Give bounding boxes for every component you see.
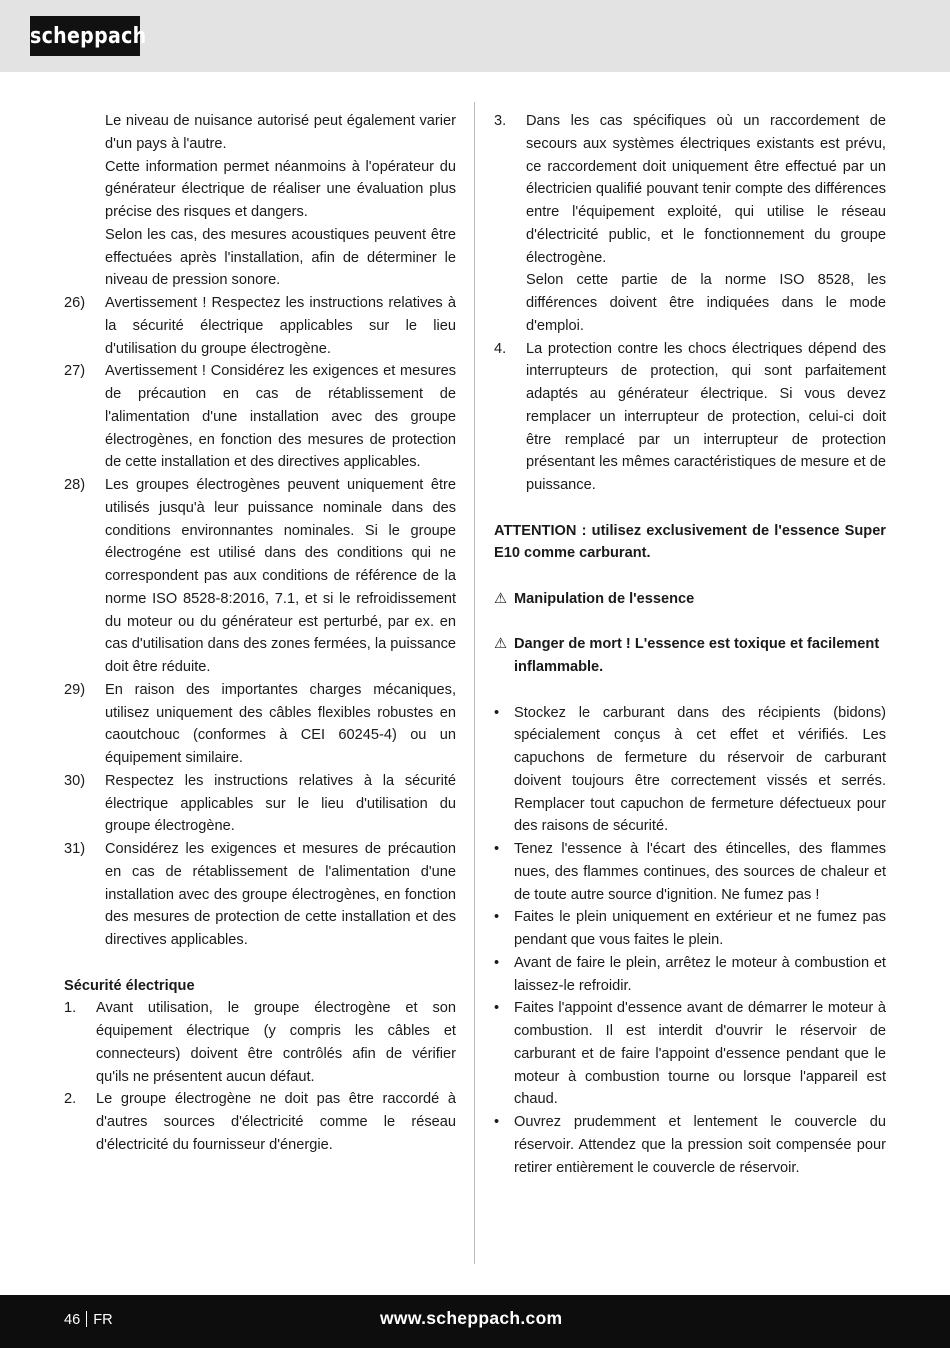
item-number: 26) bbox=[64, 295, 86, 311]
list-item bbox=[64, 838, 456, 952]
bullet-text: Avant de faire le plein, arrêtez le moteur à combustion et laissez-le refroidir. bbox=[514, 954, 886, 994]
handling-heading bbox=[494, 588, 886, 611]
item-number: 1. bbox=[64, 1000, 77, 1017]
item-number: 4. bbox=[494, 340, 507, 357]
item-text: Respectez les instructions relatives à la sécurité électrique applicables sur le lieu d'utilisation du groupe électrogène. bbox=[105, 772, 456, 835]
page-header bbox=[0, 0, 950, 72]
item-number: 28) bbox=[64, 477, 86, 493]
bullet-text: Tenez l'essence à l'écart des étincelles, des flammes nues, des flammes continues, des sources de chaleur et de toute autre source d'ignition. Ne fumez pas ! bbox=[514, 841, 886, 903]
list-item bbox=[64, 360, 456, 474]
item-text: Avant utilisation, le groupe électrogène et son équipement électrique (y compris les câbles et connecteurs) doivent être contrôlés afin de vérifier qu'ils ne présentent aucun défaut. bbox=[96, 1000, 456, 1085]
list-item bbox=[64, 292, 456, 360]
bullet-text: Faites le plein uniquement en extérieur et ne fumez pas pendant que vous faites le plein. bbox=[514, 909, 886, 948]
bullet-icon: • bbox=[494, 1000, 500, 1017]
bullet-icon: • bbox=[494, 704, 500, 721]
bullet-item bbox=[494, 1111, 886, 1179]
warning-icon: ⚠ bbox=[494, 590, 508, 607]
handling-title: Manipulation de l'essence bbox=[514, 590, 695, 607]
bullet-item bbox=[494, 838, 886, 906]
bullet-item bbox=[494, 702, 886, 839]
list-item bbox=[494, 110, 886, 269]
page-number: 46 bbox=[64, 1312, 81, 1328]
item-text: La protection contre les chocs électriques dépend des interrupteurs de protection, qui sont parfaitement adaptés au générateur électrique. Si vous devez remplacer un interrupteur de protection, celui-ci doit être remplacé par un interrupteur de protection présentant les mêmes caractéristiques de mesure et de puissance. bbox=[526, 340, 886, 493]
language-code: FR bbox=[93, 1312, 113, 1328]
list-item bbox=[64, 1088, 456, 1156]
bullet-item bbox=[494, 952, 886, 998]
page-info bbox=[64, 1311, 113, 1328]
intro-paragraph: Le niveau de nuisance autorisé peut également varier d'un pays à l'autre. bbox=[105, 113, 456, 152]
list-item bbox=[64, 474, 456, 679]
bullet-text: Ouvrez prudemment et lentement le couvercle du réservoir. Attendez que la pression soit compensée pour retirer entièrement le couvercle de réservoir. bbox=[514, 1114, 886, 1176]
left-column bbox=[64, 110, 456, 1157]
bullet-icon: • bbox=[494, 909, 500, 926]
list-item bbox=[64, 770, 456, 838]
list-item bbox=[64, 997, 456, 1088]
item-text: En raison des importantes charges mécaniques, utilisez uniquement des câbles flexibles robustes en caoutchouc (conformes à CEI 60245-4) ou un équipement similaire. bbox=[105, 681, 456, 766]
item-text: Le groupe électrogène ne doit pas être raccordé à d'autres sources d'électricité comme le réseau d'électricité du fournisseur d'énergie. bbox=[96, 1091, 456, 1153]
bullet-icon: • bbox=[494, 1114, 500, 1130]
item-number: 30) bbox=[64, 772, 86, 789]
item-number: 2. bbox=[64, 1091, 77, 1108]
item-text: Dans les cas spécifiques où un raccordement de secours aux systèmes électriques existants est prévu, ce raccordement doit uniquement être effectué par un électricien qualifié pouvant tenir compte des différences entre l'équipement exploité, qui utilise le réseau d'électricité public, et le fonctionnement du groupe électrogène. bbox=[526, 113, 886, 266]
list-item bbox=[494, 338, 886, 497]
bullet-text: Stockez le carburant dans des récipients (bidons) spécialement conçus à cet effet et vérifiés. Les capuchons de fermeture du réservoir de carburant doivent toujours être correctement vissés et serrés. Remplacer tout capuchon de fermeture défectueux pour des raisons de sécurité. bbox=[514, 704, 886, 835]
danger-heading bbox=[494, 633, 886, 679]
warning-icon: ⚠ bbox=[494, 636, 508, 653]
section-title: Sécurité électrique bbox=[64, 977, 195, 994]
attention-note: ATTENTION : utilisez exclusivement de l'essence Super E10 comme carburant. bbox=[494, 522, 886, 562]
item-number: 27) bbox=[64, 363, 86, 380]
column-divider bbox=[474, 102, 475, 1264]
page-footer bbox=[0, 1295, 950, 1348]
item-number: 3. bbox=[494, 113, 507, 129]
item-number: 29) bbox=[64, 681, 86, 698]
item-number: 31) bbox=[64, 841, 86, 857]
danger-title: Danger de mort ! L'essence est toxique et facilement inflammable. bbox=[514, 636, 880, 675]
item-text: Avertissement ! Respectez les instructions relatives à la sécurité électrique applicables sur le lieu d'utilisation du groupe électrogène. bbox=[105, 295, 456, 357]
list-item bbox=[64, 679, 456, 770]
bullet-item bbox=[494, 997, 886, 1111]
bullet-text: Faites l'appoint d'essence avant de démarrer le moteur à combustion. Il est interdit d'ouvrir le réservoir de carburant et de faire l'appoint d'essence pendant que le moteur à combustion tourne ou lorsque l'appareil est chaud. bbox=[514, 1000, 886, 1108]
bullet-item bbox=[494, 906, 886, 952]
item-continuation: Selon cette partie de la norme ISO 8528, les différences doivent être indiquées dans le mode d'emploi. bbox=[526, 272, 886, 334]
right-column bbox=[494, 110, 886, 1179]
website-link[interactable]: www.scheppach.com bbox=[380, 1308, 563, 1328]
item-text: Les groupes électrogènes peuvent uniquement être utilisés jusqu'à leur puissance nominale dans des conditions environnantes nominales. Si le groupe électrogéne est utilisé dans des conditions qui ne correspondent pas aux conditions de référence de la norme ISO 8528-8:2016, 7.1, et si le refroidissement du moteur ou du générateur est perturbé, par ex. en cas d'utilisation dans des zones fermées, la puissance doit être réduite. bbox=[105, 477, 456, 675]
intro-paragraph: Cette information permet néanmoins à l'opérateur du générateur électrique de réaliser une évaluation plus précise des risques et dangers. bbox=[105, 158, 456, 220]
bullet-icon: • bbox=[494, 841, 500, 857]
item-text: Considérez les exigences et mesures de précaution en cas de rétablissement de l'alimentation d'une installation avec des groupe électrogènes, en fonction des mesures de protection de cette installation et des directives applicables. bbox=[105, 841, 456, 948]
brand-logo: scheppach bbox=[30, 16, 140, 56]
intro-paragraph: Selon les cas, des mesures acoustiques peuvent être effectuées après l'installation, afin de déterminer le niveau de pression sonore. bbox=[105, 226, 456, 289]
bullet-icon: • bbox=[494, 954, 500, 971]
item-text: Avertissement ! Considérez les exigences et mesures de précaution en cas de rétablissement de l'alimentation d'une installation avec des groupe électrogènes, en fonction des mesures de protection de cette installation et des directives applicables. bbox=[105, 363, 456, 471]
